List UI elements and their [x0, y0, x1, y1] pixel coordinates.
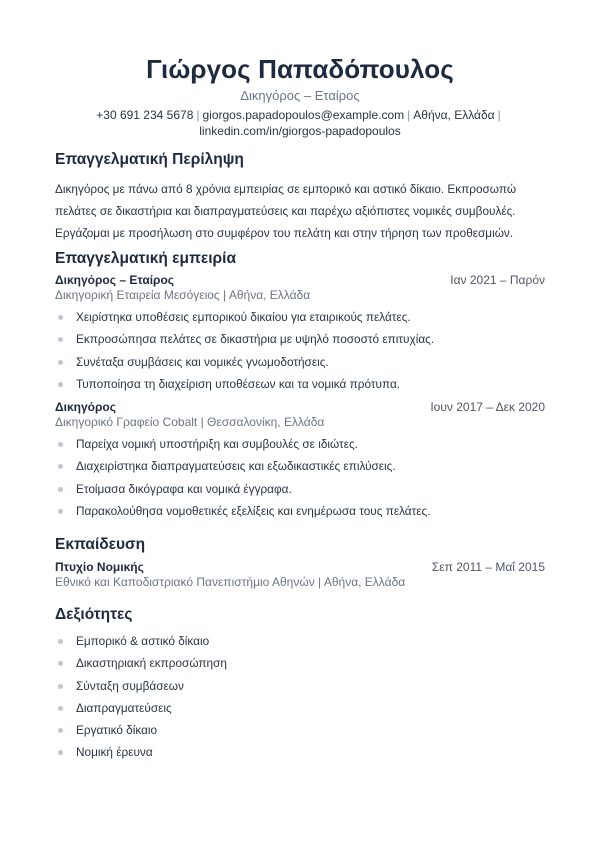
list-item: Τυποποίησα τη διαχείριση υποθέσεων και τα νομικά πρότυπα.: [55, 373, 545, 395]
job-dates: Ιαν 2021 – Παρόν: [450, 273, 545, 287]
candidate-role: Δικηγόρος – Εταίρος: [240, 88, 360, 103]
resume-header: [55, 0, 545, 139]
experience-section: [55, 249, 545, 269]
list-item: Εργατικό δίκαιο: [55, 719, 545, 741]
list-item: Νομική έρευνα: [55, 741, 545, 763]
list-item: Παρακολούθησα νομοθετικές εξελίξεις και ενημέρωσα τους πελάτες.: [55, 500, 545, 522]
list-item: Ετοίμασα δικόγραφα και νομικά έγγραφα.: [55, 478, 545, 500]
job-bullets: [55, 306, 545, 395]
job-organization: Δικηγορική Εταιρεία Μεσόγειος | Αθήνα, Ελλάδα: [55, 288, 311, 302]
job-title: Δικηγόρος – Εταίρος: [55, 273, 175, 287]
education-dates: Σεπ 2011 – Μαΐ 2015: [431, 560, 545, 574]
linkedin-line: [55, 123, 545, 139]
list-item: Συνέταξα συμβάσεις και νομικές γνωμοδοτήσεις.: [55, 351, 545, 373]
email-link[interactable]: giorgos.papadopoulos@example.com: [202, 108, 405, 122]
education-section: [55, 535, 545, 590]
contact-line: [55, 107, 545, 123]
linkedin-link[interactable]: linkedin.com/in/giorgos-papadopoulos: [199, 124, 401, 138]
separator: |: [196, 108, 200, 122]
job-entry: [55, 400, 545, 522]
summary-section: [55, 150, 545, 244]
section-title-experience: Επαγγελματική εμπειρία: [55, 250, 236, 267]
list-item: Εκπροσώπησα πελάτες σε δικαστήρια με υψηλό ποσοστό επιτυχίας.: [55, 328, 545, 350]
list-item: Δικαστηριακή εκπροσώπηση: [55, 652, 545, 674]
job-bullets: [55, 433, 545, 522]
list-item: Χειρίστηκα υποθέσεις εμπορικού δικαίου για εταιρικούς πελάτες.: [55, 306, 545, 328]
section-title-skills: Δεξιότητες: [55, 606, 133, 623]
summary-text: Δικηγόρος με πάνω από 8 χρόνια εμπειρίας σε εμπορικό και αστικό δίκαιο. Εκπροσωπώ πελάτες σε δικαστήρια και διαπραγματεύσεις και παρέχω αξιόπιστες νομικές συμβουλές. Εργάζομαι με προσήλωση στο συμφέρον του πελάτη και στην τήρηση των προθεσμιών.: [55, 182, 517, 240]
list-item: Διαπραγματεύσεις: [55, 697, 545, 719]
candidate-name: Γιώργος Παπαδόπουλος: [146, 54, 454, 84]
school-name: Εθνικό και Καποδιστριακό Πανεπιστήμιο Αθηνών | Αθήνα, Ελλάδα: [55, 575, 406, 589]
section-title-summary: Επαγγελματική Περίληψη: [55, 151, 244, 168]
section-title-education: Εκπαίδευση: [55, 536, 146, 553]
education-entry: [55, 560, 545, 590]
job-organization: Δικηγορικό Γραφείο Cobalt | Θεσσαλονίκη, Ελλάδα: [55, 415, 325, 429]
list-item: Σύνταξη συμβάσεων: [55, 675, 545, 697]
degree-title: Πτυχίο Νομικής: [55, 560, 144, 574]
job-title: Δικηγόρος: [55, 400, 116, 414]
phone-text: +30 691 234 5678: [96, 108, 194, 122]
list-item: Εμπορικό & αστικό δίκαιο: [55, 630, 545, 652]
list-item: Παρείχα νομική υποστήριξη και συμβουλές σε ιδιώτες.: [55, 433, 545, 455]
separator: |: [497, 108, 501, 122]
job-entry: [55, 273, 545, 395]
list-item: Διαχειρίστηκα διαπραγματεύσεις και εξωδικαστικές επιλύσεις.: [55, 455, 545, 477]
separator: |: [407, 108, 411, 122]
skills-list: [55, 630, 545, 764]
job-dates: Ιουν 2017 – Δεκ 2020: [430, 400, 545, 414]
location-text: Αθήνα, Ελλάδα: [413, 108, 495, 122]
skills-section: [55, 605, 545, 764]
